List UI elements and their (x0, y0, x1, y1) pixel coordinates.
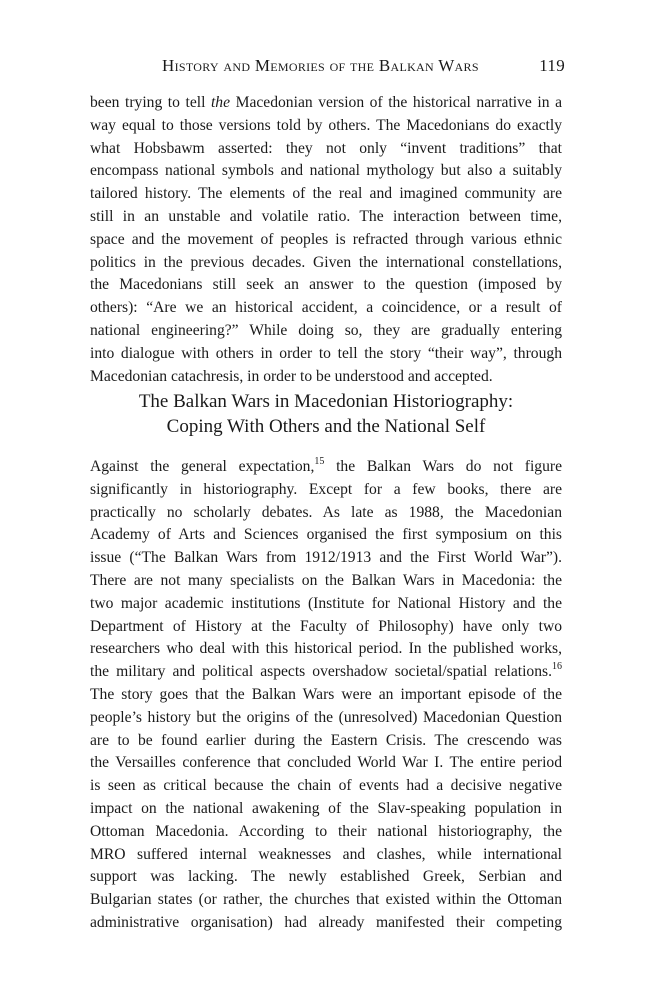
paragraph-2 (90, 456, 562, 935)
paragraph-line: Against the general expectation,$^{15}$ the Balkan Wars do not figure (90, 456, 562, 475)
paragraph-line: Academy of Arts and Sciences organised the first symposium on this (90, 526, 562, 544)
section-heading-line-2: Coping With Others and the National Self (166, 415, 486, 437)
paragraph-line: practically no scholarly debates. As late as 1988, the Macedonian (90, 503, 562, 521)
paragraph-line: researchers who deal with this historical period. In the published works, (90, 640, 562, 658)
paragraph-line: impact on the national awakening of the Slav-speaking population in (90, 799, 562, 817)
paragraph-line: issue (“The Balkan Wars from 1912/1913 and the First World War”). (90, 549, 562, 567)
paragraph-line: administrative organisation) had already manifested their competing (90, 913, 562, 931)
page-number: 119 (539, 56, 565, 75)
footnote-marker-16[interactable]: 16 (552, 661, 562, 673)
paragraph-line: the Versailles conference that concluded World War I. The entire period (90, 754, 562, 772)
paragraph-line: the Macedonians still seek an answer to the question (imposed by (90, 276, 562, 294)
paragraph-line: national engineering?” While doing so, they are gradually entering (90, 321, 562, 339)
paragraph-line: support was lacking. The newly established Greek, Serbian and (90, 868, 562, 886)
paragraph-line: is seen as critical because the chain of events had a decisive negative (90, 777, 562, 795)
paragraph-line: Department of History at the Faculty of Philosophy) have only two (90, 617, 562, 635)
paragraph-line: tailored history. The elements of the real and imagined community are (90, 185, 562, 203)
paragraph-line: Ottoman Macedonia. According to their national historiography, the (90, 822, 562, 840)
paragraph-line: been trying to tell the Macedonian version of the historical narrative in a (90, 94, 562, 111)
paragraph-line: encompass national symbols and national mythology but also a suitably (90, 162, 562, 180)
paragraph-line: the military and political aspects overshadow societal/spatial relations.$^{16}$ (90, 661, 562, 681)
paragraph-line: others): “Are we an historical accident, a coincidence, or a result of (90, 299, 562, 317)
paragraph-1 (90, 92, 562, 388)
paragraph-line: into dialogue with others in order to tell the story “their way”, through (90, 344, 562, 362)
paragraph-line: Bulgarian states (or rather, the churches that existed within the Ottoman (90, 891, 562, 909)
emphasis-the: the (210, 94, 231, 111)
paragraph-line: significantly in historiography. Except for a few books, there are (90, 480, 562, 498)
footnote-marker-15[interactable]: 15 (314, 456, 325, 467)
paragraph-line: The story goes that the Balkan Wars were an important episode of the (90, 685, 562, 703)
paragraph-line: are to be found earlier during the Eastern Crisis. The crescendo was (90, 731, 562, 749)
paragraph-line: people’s history but the origins of the (unresolved) Macedonian Question (90, 708, 562, 726)
paragraph-line: There are not many specialists on the Balkan Wars in Macedonia: the (90, 571, 562, 589)
section-heading-line-1: The Balkan Wars in Macedonian Historiography: (138, 390, 514, 412)
paragraph-line: two major academic institutions (Institute for National History and the (90, 594, 562, 612)
paragraph-line: way equal to those versions told by others. The Macedonians do exactly (90, 116, 562, 134)
running-title: History and Memories of the Balkan Wars (162, 56, 479, 75)
paragraph-line: MRO suffered internal weaknesses and clashes, while international (90, 845, 562, 863)
paragraph-line: Macedonian catachresis, in order to be understood and accepted. (90, 367, 493, 385)
paragraph-line: politics in the previous decades. Given the international constellations, (90, 253, 562, 271)
paragraph-line: space and the movement of peoples is refracted through various ethnic (90, 230, 562, 248)
section-heading (90, 389, 562, 439)
paragraph-line: what Hobsbawm asserted: they not only “invent traditions” that (90, 139, 562, 157)
paragraph-line: still in an unstable and volatile ratio. The interaction between time, (90, 207, 562, 225)
